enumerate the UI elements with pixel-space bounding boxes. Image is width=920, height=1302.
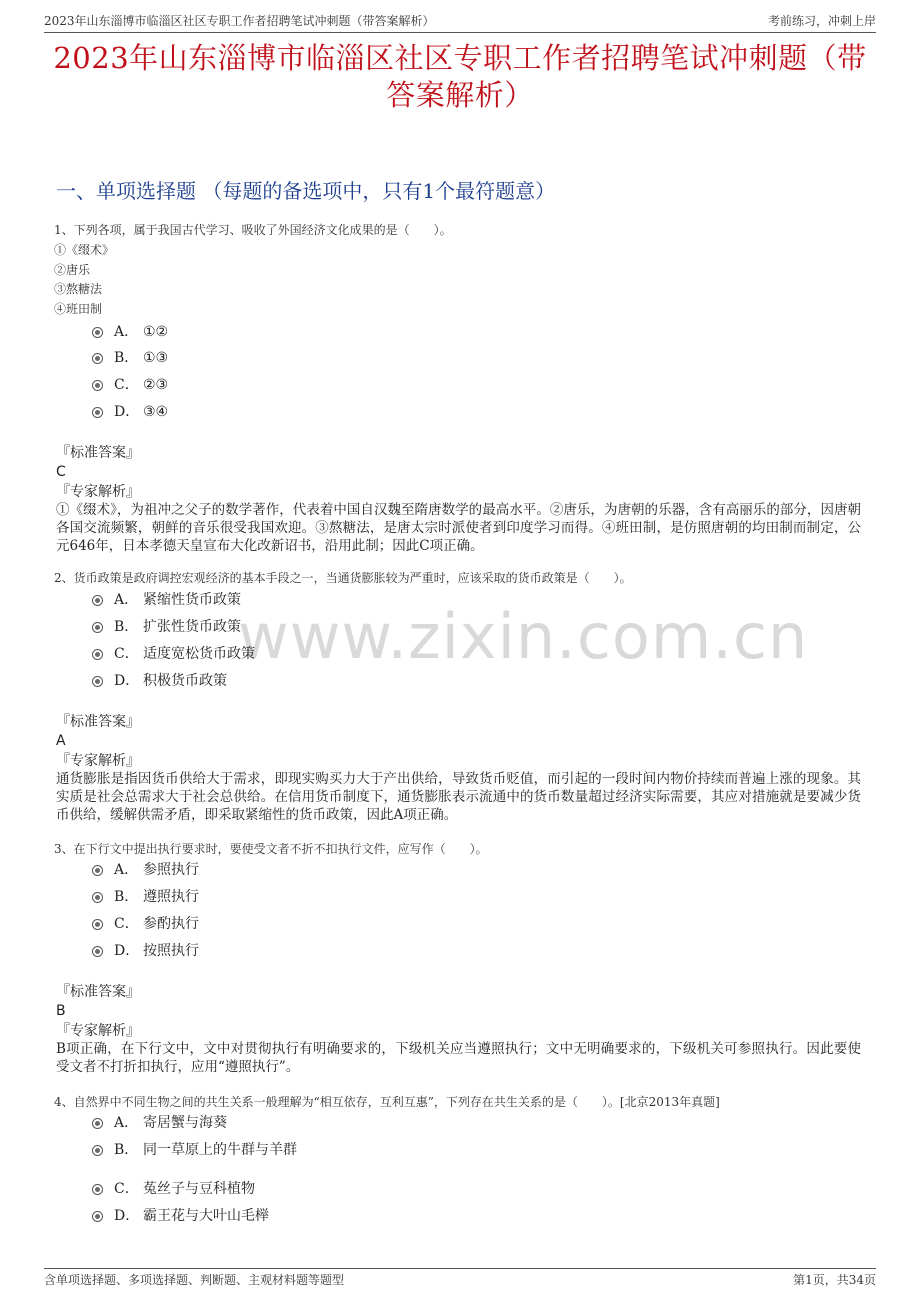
section-heading: 一、单项选择题 （每题的备选项中，只有1个最符题意）: [56, 179, 556, 203]
question-stem: 1、下列各项，属于我国古代学习、吸收了外国经济文化成果的是（ ）。: [54, 223, 452, 237]
option-letter: C．: [114, 646, 139, 662]
answer-label: 『标准答案』: [56, 445, 140, 461]
header-doc-title: 2023年山东淄博市临淄区社区专职工作者招聘笔试冲刺题（带答案解析）: [44, 14, 435, 28]
answer-label: 『标准答案』: [56, 984, 140, 1000]
header-slogan: 考前练习，冲刺上岸: [767, 14, 876, 28]
option-letter: A．: [114, 324, 139, 340]
watermark: www.zixin.com.cn: [238, 600, 809, 673]
radio-button-icon[interactable]: [92, 1184, 103, 1195]
radio-button-icon[interactable]: [92, 649, 103, 660]
analysis-label: 『专家解析』: [56, 1023, 140, 1039]
option-text: ①③: [143, 350, 169, 366]
option-letter: B．: [114, 350, 139, 366]
radio-button-icon[interactable]: [92, 622, 103, 633]
option-letter: A．: [114, 1115, 139, 1131]
option-text: 同一草原上的牛群与羊群: [143, 1142, 297, 1158]
radio-button-icon[interactable]: [92, 865, 103, 876]
radio-button-icon[interactable]: [92, 892, 103, 903]
option-text: ②③: [143, 377, 169, 393]
option-text: 寄居蟹与海葵: [143, 1115, 227, 1131]
radio-button-icon[interactable]: [92, 1118, 103, 1129]
option-text: 扩张性货币政策: [143, 619, 241, 635]
question-stem: 2、货币政策是政府调控宏观经济的基本手段之一，当通货膨胀较为严重时，应该采取的货币政策是（ ）。: [54, 571, 632, 585]
question-item: ④班田制: [54, 302, 103, 316]
option-letter: D．: [114, 943, 140, 959]
radio-button-icon[interactable]: [92, 1145, 103, 1156]
option-text: ③④: [143, 404, 169, 420]
option-text: 按照执行: [143, 943, 199, 959]
option-text: 菟丝子与豆科植物: [143, 1181, 255, 1197]
answer-value: A: [56, 733, 66, 749]
question-item: ①《缀术》: [54, 243, 115, 257]
option-text: 遵照执行: [143, 889, 199, 905]
option-letter: D．: [114, 673, 140, 689]
analysis-text: 通货膨胀是指因货币供给大于需求，即现实购买力大于产出供给，导致货币贬值，而引起的一段时间内物价持续而普遍上涨的现象。其实质是社会总需求大于社会总供给。在信用货币制度下，通货膨胀表示流通中的货币数量超过经济实际需要，其应对措施就是要减少货币供给，缓解供需矛盾，即采取紧缩性的货币政策，因此A项正确。: [56, 771, 861, 823]
option-letter: C．: [114, 377, 139, 393]
option-letter: A．: [114, 592, 139, 608]
analysis-text: B项正确，在下行文中，文中对贯彻执行有明确要求的，下级机关应当遵照执行；文中无明确要求的，下级机关可参照执行。因此要使受文者不打折扣执行，应用“遵照执行”。: [56, 1041, 861, 1075]
analysis-text: ①《缀术》，为祖冲之父子的数学著作，代表着中国自汉魏至隋唐数学的最高水平。②唐乐，为唐朝的乐器，含有高丽乐的部分，因唐朝各国交流频繁，朝鲜的音乐很受我国欢迎。③熬糖法，是唐太宗时派使者到印度学习而得。④班田制，是仿照唐朝的均田制而制定，公元646年，日本孝德天皇宣布大化改新诏书，沿用此制；因此C项正确。: [56, 502, 861, 554]
option-letter: B．: [114, 1142, 139, 1158]
radio-button-icon[interactable]: [92, 327, 103, 338]
radio-button-icon[interactable]: [92, 1211, 103, 1222]
option-letter: B．: [114, 889, 139, 905]
running-footer: [44, 1268, 876, 1291]
option-text: 参酌执行: [143, 916, 199, 932]
option-text: 适度宽松货币政策: [143, 646, 255, 662]
page-title: 2023年山东淄博市临淄区社区专职工作者招聘笔试冲刺题（带答案解析）: [53, 41, 867, 112]
option-letter: B．: [114, 619, 139, 635]
option-letter: D．: [114, 404, 140, 420]
running-header: [44, 10, 876, 33]
option-text: 紧缩性货币政策: [143, 592, 241, 608]
option-letter: A．: [114, 862, 139, 878]
answer-value: B: [56, 1003, 66, 1019]
radio-button-icon[interactable]: [92, 919, 103, 930]
footer-question-types: 含单项选择题、多项选择题、判断题、主观材料题等题型: [44, 1273, 345, 1287]
question-item: ③熬糖法: [54, 282, 103, 296]
radio-button-icon[interactable]: [92, 407, 103, 418]
radio-button-icon[interactable]: [92, 946, 103, 957]
option-text: 霸王花与大叶山毛榉: [143, 1208, 269, 1224]
answer-value: C: [56, 464, 66, 480]
radio-button-icon[interactable]: [92, 353, 103, 364]
option-letter: C．: [114, 916, 139, 932]
question-stem: 4、自然界中不同生物之间的共生关系一般理解为“相互依存，互利互惠”，下列存在共生关系的是（ ）。[北京2013年真题]: [54, 1095, 720, 1109]
answer-label: 『标准答案』: [56, 714, 140, 730]
analysis-label: 『专家解析』: [56, 484, 140, 500]
radio-button-icon[interactable]: [92, 595, 103, 606]
radio-button-icon[interactable]: [92, 676, 103, 687]
option-text: ①②: [143, 324, 169, 340]
option-letter: D．: [114, 1208, 140, 1224]
radio-button-icon[interactable]: [92, 380, 103, 391]
option-text: 积极货币政策: [143, 673, 227, 689]
question-item: ②唐乐: [54, 263, 91, 277]
question-stem: 3、在下行文中提出执行要求时，要使受文者不折不扣执行文件，应写作（ ）。: [54, 842, 488, 856]
page-number: 第1页，共34页: [793, 1273, 876, 1287]
option-text: 参照执行: [143, 862, 199, 878]
analysis-label: 『专家解析』: [56, 753, 140, 769]
option-letter: C．: [114, 1181, 139, 1197]
